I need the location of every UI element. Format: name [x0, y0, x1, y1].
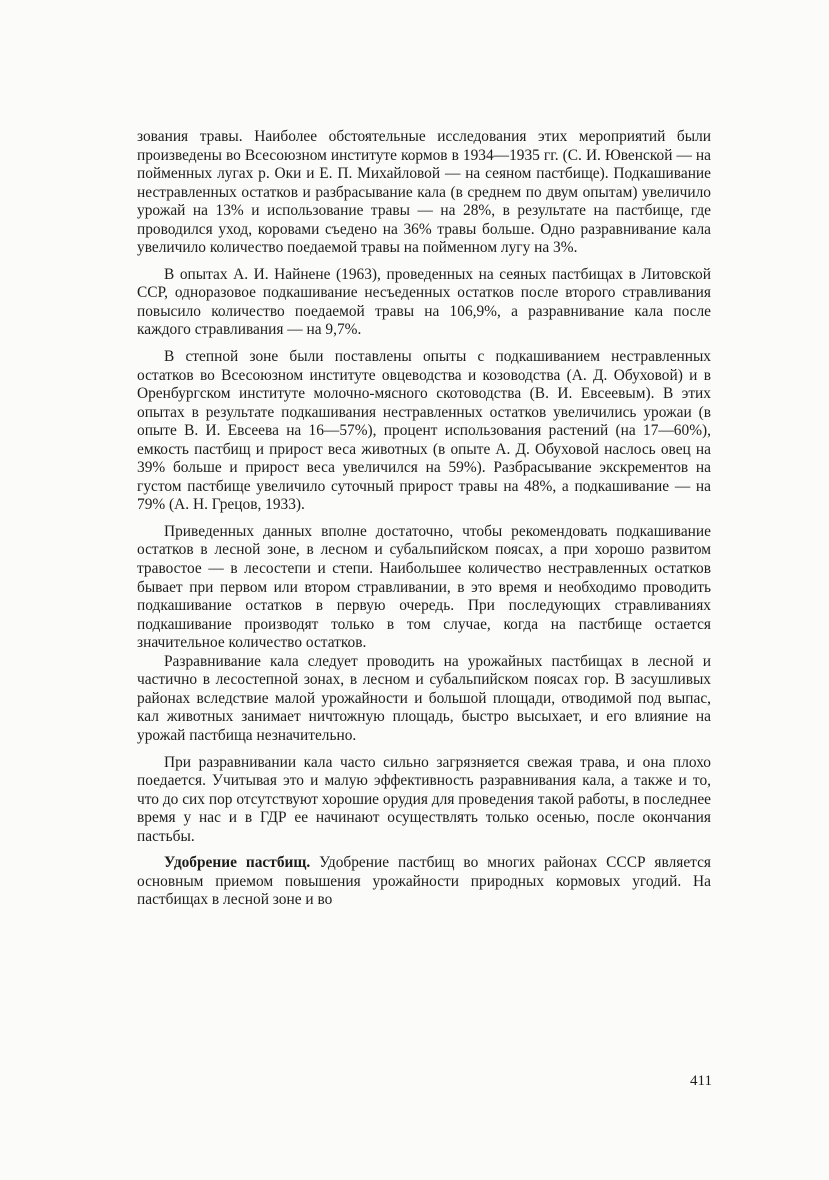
page-number: 411: [690, 1073, 712, 1089]
paragraph-recommendation: Приведенных данных вполне достаточно, чтобы рекомендовать подкашивание остатков в лесной зоне, в лесном и субальпийском поясах, а при хорошо развитом травостое — в лесостепи и степи. Наибольшее количество нестравленных остатков бывает при первом или втором стравливании, в это время и необходимо проводить подкашивание остатков в первую очередь. При последующих стравливаниях подкашивание производят только в том случае, когда на пастбище остается значительное количество остатков.: [137, 522, 711, 652]
paragraph-contamination: При разравнивании кала часто сильно загрязняется свежая трава, и она плохо поедается. Учитывая это и малую эффективность разравнивания кала, а также и то, что до сих пор отсутствуют хорошие орудия для проведения такой работы, в последнее время у нас и в ГДР ее начинают осуществлять только осенью, после окончания пастьбы.: [137, 753, 711, 845]
paragraph-steppe-experiments: В степной зоне были поставлены опыты с подкашиванием нестравленных остатков во Всесоюзном институте овцеводства и козоводства (А. Д. Обуховой) и в Оренбургском институте молочно-мясного скотоводства (В. И. Евсеевым). В этих опытах в результате подкашивания нестравленных остатков увеличились урожаи (в опыте В. И. Евсеева на 16—57%), процент использования растений (на 17—60%), емкость пастбищ и прирост веса животных (в опыте А. Д. Обуховой наслось овец на 39% больше и прирост веса увеличился на 59%). Разбрасывание экскрементов на густом пастбище увеличило суточный прирост травы на 48%, а подкашивание — на 79% (А. Н. Грецов, 1933).: [137, 348, 711, 514]
paragraph-manure-leveling: Разравнивание кала следует проводить на урожайных пастбищах в лесной и частично в лесостепной зонах, в лесном и субальпийском поясах гор. В засушливых районах вследствие малой урожайности и большой площади, отводимой под выпас, кал животных занимает ничтожную площадь, быстро высыхает, и его влияние на урожай пастбища незначительно.: [137, 652, 711, 744]
paragraph-grazing-studies: зования травы. Наиболее обстоятельные исследования этих мероприятий были произведены во Всесоюзном институте кормов в 1934—1935 гг. (С. И. Ювенской — на пойменных лугах р. Оки и Е. П. Михайловой — на сеяном пастбище). Подкашивание нестравленных остатков и разбрасывание кала (в среднем по двум опытам) увеличило урожай на 13% и использование травы — на 28%, в результате на пастбище, где проводился уход, коровами съедено на 36% травы больше. Одно разравнивание кала увеличило количество поедаемой травы на пойменном лугу на 3%.: [137, 128, 711, 257]
section-heading-fertilization: Удобрение пастбищ.: [164, 854, 311, 872]
paragraph-fertilization: [137, 854, 711, 910]
paragraph-lithuania-experiments: В опытах А. И. Найнене (1963), проведенных на сеяных пастбищах в Литовской ССР, одноразовое подкашивание несъеденных остатков после второго стравливания повысило количество поедаемой травы на 106,9%, а разравнивание кала после каждого стравливания — на 9,7%.: [137, 265, 711, 339]
fertilization-text: Удобрение пастбищ во многих районах СССР является основным приемом повышения урожайности природных кормовых угодий. На пастбищах в лесной зоне и во: [137, 854, 711, 909]
body-text: [137, 128, 711, 910]
